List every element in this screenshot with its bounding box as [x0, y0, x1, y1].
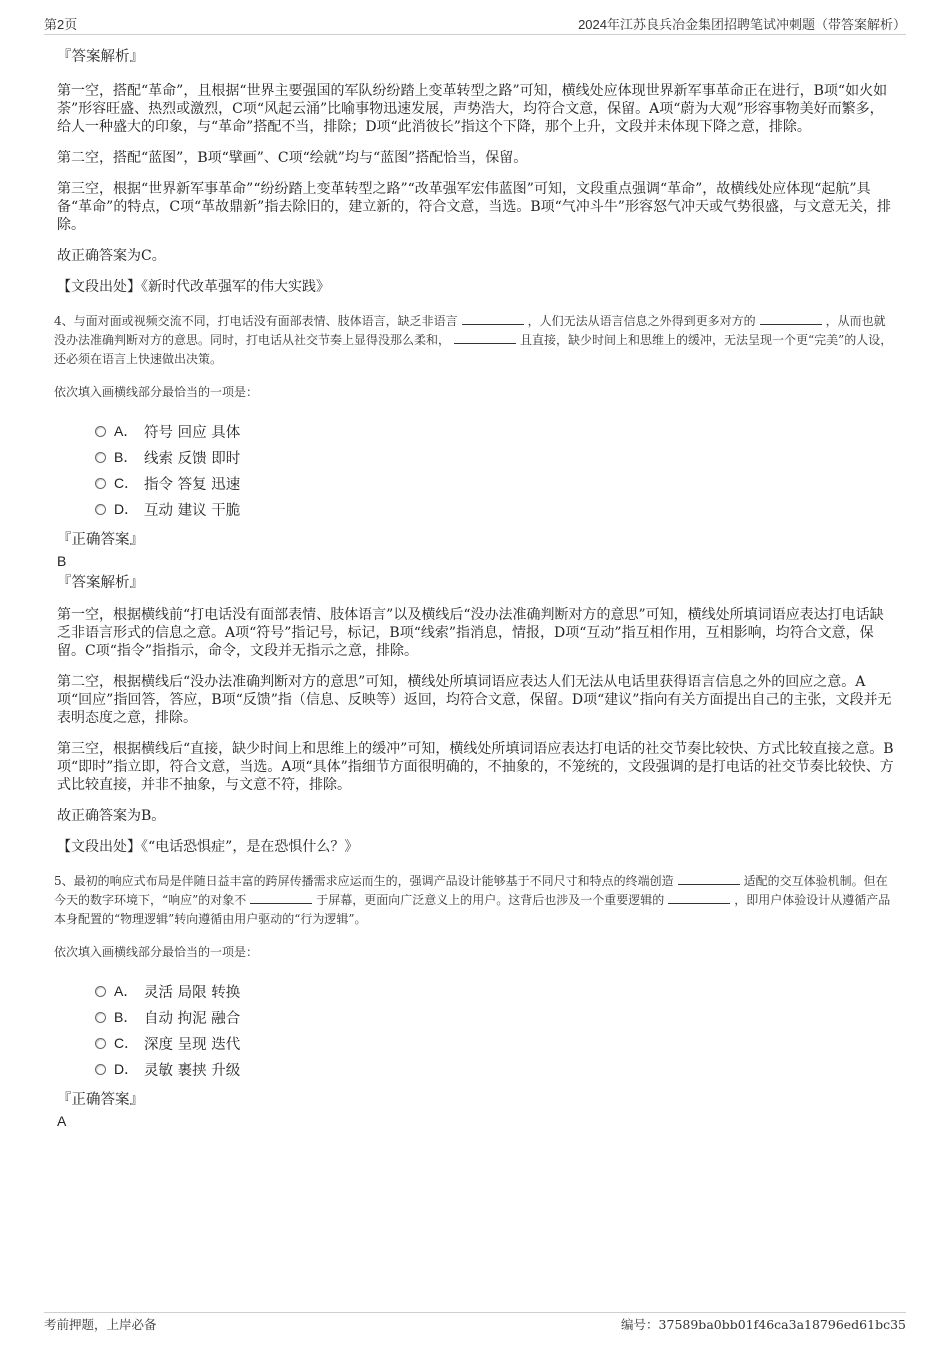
q4-analysis-para-3: 第三空，根据横线后“直接，缺少时间上和思维上的缓冲”可知，横线处所填词语应表达打电话的社交节奏比较快、方式比较直接之意。B项“即时”指立即，符合文意，当选。A项“具体”指细节方面很明确的，不抽象的，不笼统的，文段强调的是打电话的社交节奏比较快、方式比较直接，并非不抽象，与文意不符，排除。: [57, 741, 894, 793]
document-title: 2024年江苏良兵冶金集团招聘笔试冲刺题（带答案解析）: [578, 17, 906, 32]
q5-options: [95, 978, 895, 1082]
q5-blank-2: [250, 892, 312, 904]
option-text: 灵敏 裹挟 升级: [144, 1062, 241, 1079]
option-text: 灵活 局限 转换: [144, 984, 241, 1001]
q4-text-2: ，人们无法从语言信息之外得到更多对方的: [527, 314, 756, 328]
option-letter: D．: [114, 501, 139, 517]
radio-icon[interactable]: [95, 478, 106, 489]
option-letter: C．: [114, 475, 139, 491]
radio-icon[interactable]: [95, 426, 106, 437]
q4-analysis-para-1: 第一空，根据横线前“打电话没有面部表情、肢体语言”以及横线后“没办法准确判断对方的意思”可知，横线处所填词语应表达打电话缺乏非语言形式的信息之意。A项“符号”指记号，标记，B项“线索”指消息，情报，D项“互动”指互相作用，互相影响，均符合文意，保留。C项“指令”指指示，命令，文段并无指示之意，排除。: [57, 607, 884, 659]
q4-analysis-para-2: 第二空，根据横线后“没办法准确判断对方的意思”可知，横线处所填词语应表达人们无法从电话里获得语言信息之外的回应之意。A项“回应”指回答，答应，B项“反馈”指（信息、反映等）返回，均符合文意，保留。D项“建议”指向有关方面提出自己的主张，文段并无表明态度之意，排除。: [57, 674, 892, 726]
option-letter: A．: [114, 423, 138, 439]
q5-blank-1: [678, 873, 740, 885]
q4-blank-3: [454, 332, 516, 344]
q3-analysis-para-1: 第一空，搭配“革命”，且根据“世界主要强国的军队纷纷踏上变革转型之路”可知，横线处应体现世界新军事革命正在进行，B项“如火如荼”形容旺盛、热烈或激烈，C项“风起云涌”比喻事物迅速发展，声势浩大，均符合文意，保留。A项“蔚为大观”形容事物美好而繁多，给人一种盛大的印象，与“革命”搭配不当，排除；D项“此消彼长”指这个下降，那个上升，文段并未体现下降之意，排除。: [57, 83, 888, 135]
option-letter: B．: [114, 449, 138, 465]
q4-blank-1: [462, 313, 524, 325]
footer-slogan: 考前押题，上岸必备: [44, 1317, 157, 1332]
q3-analysis-para-2: 第二空，搭配“蓝图”，B项“擘画”、C项“绘就”均与“蓝图”搭配恰当，保留。: [57, 150, 528, 166]
page-footer: [44, 1312, 906, 1335]
radio-icon[interactable]: [95, 452, 106, 463]
q5-correct-label: 『正确答案』: [57, 1092, 144, 1108]
option-letter: A．: [114, 983, 138, 999]
q4-text-4: 且直接，缺少时间上和思维上的缓冲，无法呈现一个更“完美”的人设，还必须在语言上快速做出决策。: [54, 333, 893, 366]
option-text: 符号 回应 具体: [144, 424, 241, 441]
page-number: 第2页: [44, 17, 78, 32]
document-id: 编号：37589ba0bb01f46ca3a18796ed61bc35: [621, 1317, 906, 1332]
page-content: [54, 45, 895, 1131]
q4-options: [95, 418, 895, 522]
q3-analysis-conclusion: 故正确答案为C。: [57, 248, 166, 264]
q5-question: [54, 872, 895, 929]
q5-prompt: 依次填入画横线部分最恰当的一项是：: [54, 945, 259, 959]
q4-option-d[interactable]: [95, 496, 895, 522]
q5-text-3: 于屏幕，更面向广泛意义上的用户。这背后也涉及一个重要逻辑的: [316, 893, 665, 907]
q5-option-d[interactable]: [95, 1056, 895, 1082]
radio-icon[interactable]: [95, 1012, 106, 1023]
q4-analysis-conclusion: 故正确答案为B。: [57, 808, 166, 824]
q4-source: 【文段出处】《“电话恐惧症”，是在恐惧什么？》: [57, 839, 359, 855]
option-letter: C．: [114, 1035, 139, 1051]
q4-analysis-label: 『答案解析』: [57, 575, 144, 591]
q4-option-a[interactable]: [95, 418, 895, 444]
option-text: 深度 呈现 迭代: [144, 1036, 241, 1053]
q4-correct-answer: B: [57, 553, 67, 569]
q4-option-b[interactable]: [95, 444, 895, 470]
q5-option-b[interactable]: [95, 1004, 895, 1030]
q3-source: 【文段出处】《新时代改革强军的伟大实践》: [57, 279, 330, 295]
option-letter: B．: [114, 1009, 138, 1025]
q3-analysis-label: 『答案解析』: [57, 49, 144, 65]
q4-option-c[interactable]: [95, 470, 895, 496]
q3-analysis-para-3: 第三空，根据“世界新军事革命”“纷纷踏上变革转型之路”“改革强军宏伟蓝图”可知，文段重点强调“革命”，故横线处应体现“起航”具备“革命”的特点，C项“革故鼎新”指去除旧的，建立新的，符合文意，当选。B项“气冲斗牛”形容怒气冲天或气势很盛，与文意无关，排除。: [57, 181, 891, 233]
q4-text-1: 4、与面对面或视频交流不同，打电话没有面部表情、肢体语言，缺乏非语言: [54, 314, 458, 328]
radio-icon[interactable]: [95, 1038, 106, 1049]
q5-text-2: 适配的交互体验机制。但在今天的数字环境下，“响应”的对象不: [54, 874, 888, 907]
q5-option-c[interactable]: [95, 1030, 895, 1056]
radio-icon[interactable]: [95, 986, 106, 997]
q5-correct-answer: A: [57, 1113, 67, 1129]
q4-correct-label: 『正确答案』: [57, 532, 144, 548]
radio-icon[interactable]: [95, 504, 106, 515]
q4-text-3: ，从而也就没办法准确判断对方的意思。同时，打电话从社交节奏上显得没那么柔和，: [54, 314, 886, 347]
option-text: 线索 反馈 即时: [144, 450, 241, 467]
option-letter: D．: [114, 1061, 139, 1077]
q4-prompt: 依次填入画横线部分最恰当的一项是：: [54, 385, 259, 399]
q5-text-1: 5、最初的响应式布局是伴随日益丰富的跨屏传播需求应运而生的，强调产品设计能够基于不同尺寸和特点的终端创造: [54, 874, 674, 888]
q4-blank-2: [760, 313, 822, 325]
option-text: 指令 答复 迅速: [144, 476, 241, 493]
q5-option-a[interactable]: [95, 978, 895, 1004]
option-text: 互动 建议 干脆: [144, 502, 241, 519]
q4-question: [54, 312, 895, 369]
page-header: [44, 12, 906, 35]
q5-text-4: ，即用户体验设计从遵循产品本身配置的“物理逻辑”转向遵循由用户驱动的“行为逻辑”。: [54, 893, 891, 926]
q5-blank-3: [668, 892, 730, 904]
radio-icon[interactable]: [95, 1064, 106, 1075]
option-text: 自动 拘泥 融合: [144, 1010, 241, 1027]
